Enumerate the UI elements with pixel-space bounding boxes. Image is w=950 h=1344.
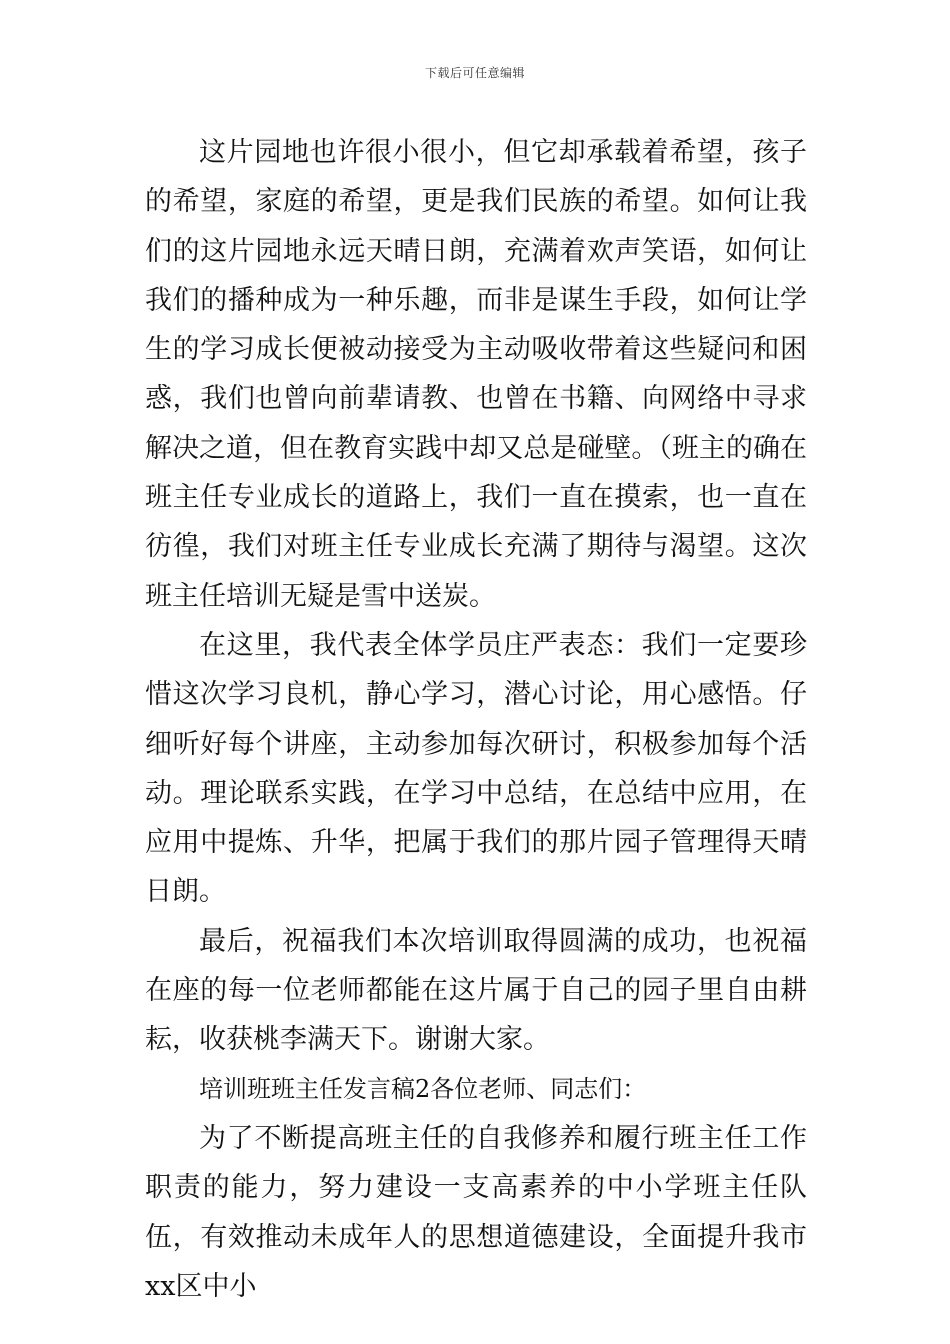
document-body	[145, 128, 807, 1311]
paragraph-1: 这片园地也许很小很小，但它却承载着希望，孩子的希望，家庭的希望，更是我们民族的希望。如何让我们的这片园地永远天晴日朗，充满着欢声笑语，如何让我们的播种成为一种乐趣，而非是谋生手段，如何让学生的学习成长便被动接受为主动吸收带着这些疑问和困惑，我们也曾向前辈请教、也曾在书籍、向网络中寻求解决之道，但在教育实践中却又总是碰壁。（班主的确在班主任专业成长的道路上，我们一直在摸索，也一直在彷徨，我们对班主任专业成长充满了期待与渴望。这次班主任培训无疑是雪中送炭。	[145, 137, 807, 612]
paragraph-2: 在这里，我代表全体学员庄严表态：我们一定要珍惜这次学习良机，静心学习，潜心讨论，用心感悟。仔细听好每个讲座，主动参加每次研讨，积极参加每个活动。理论联系实践，在学习中总结，在总结中应用，在应用中提炼、升华，把属于我们的那片园子管理得天晴日朗。	[145, 629, 807, 908]
section-heading: 培训班班主任发言稿2各位老师、同志们：	[199, 1074, 647, 1103]
page-header-note: 下载后可任意编辑	[424, 66, 525, 80]
paragraph-5: 为了不断提高班主任的自我修养和履行班主任工作职责的能力，努力建设一支高素养的中小学班主任队伍，有效推动未成年人的思想道德建设，全面提升我市xx区中小	[145, 1122, 807, 1302]
paragraph-3: 最后，祝福我们本次培训取得圆满的成功，也祝福在座的每一位老师都能在这片属于自己的园子里自由耕耘，收获桃李满天下。谢谢大家。	[145, 925, 807, 1056]
